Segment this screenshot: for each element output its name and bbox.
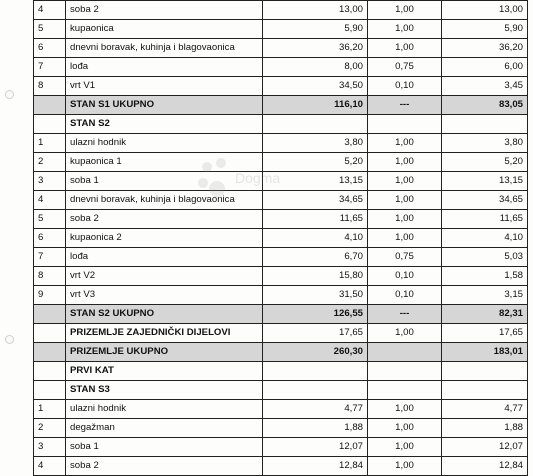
- area-value: 15,80: [263, 267, 368, 286]
- result-value: 5,90: [442, 20, 528, 39]
- area-value: 5,20: [263, 153, 368, 172]
- area-value: 126,55: [263, 305, 368, 324]
- row-number: 3: [34, 438, 66, 457]
- table-row: [34, 248, 528, 267]
- result-value: [442, 362, 528, 381]
- result-value: 36,20: [442, 39, 528, 58]
- section-row: [34, 115, 528, 134]
- row-number: 6: [34, 229, 66, 248]
- area-value: 34,65: [263, 191, 368, 210]
- table-row: [34, 134, 528, 153]
- area-value: 116,10: [263, 96, 368, 115]
- row-number: 7: [34, 58, 66, 77]
- coefficient-value: [368, 381, 442, 400]
- room-name: STAN S2: [66, 115, 263, 134]
- result-value: 4,77: [442, 400, 528, 419]
- table-row: [34, 1, 528, 20]
- area-value: 11,65: [263, 210, 368, 229]
- result-value: 3,15: [442, 286, 528, 305]
- result-value: 1,58: [442, 267, 528, 286]
- area-value: 1,88: [263, 419, 368, 438]
- result-value: 82,31: [442, 305, 528, 324]
- row-number: 5: [34, 210, 66, 229]
- area-value: 34,50: [263, 77, 368, 96]
- room-name: STAN S1 UKUPNO: [66, 96, 263, 115]
- room-name: lođa: [66, 58, 263, 77]
- result-value: 12,84: [442, 457, 528, 476]
- coefficient-value: 1,00: [368, 324, 442, 343]
- coefficient-value: [368, 115, 442, 134]
- room-name: PRIZEMLJE ZAJEDNIČKI DIJELOVI: [66, 324, 263, 343]
- area-value: 260,30: [263, 343, 368, 362]
- area-value: 3,80: [263, 134, 368, 153]
- room-name: degažman: [66, 419, 263, 438]
- area-value: 13,00: [263, 1, 368, 20]
- result-value: 1,88: [442, 419, 528, 438]
- table-row: [34, 58, 528, 77]
- table-row: [34, 77, 528, 96]
- room-name: soba 2: [66, 210, 263, 229]
- coefficient-value: 1,00: [368, 438, 442, 457]
- coefficient-value: 1,00: [368, 134, 442, 153]
- room-name: ulazni hodnik: [66, 400, 263, 419]
- area-value: 36,20: [263, 39, 368, 58]
- coefficient-value: 1,00: [368, 191, 442, 210]
- table-row: [34, 457, 528, 476]
- room-name: STAN S2 UKUPNO: [66, 305, 263, 324]
- row-number: [34, 362, 66, 381]
- result-value: 5,20: [442, 153, 528, 172]
- coefficient-value: 1,00: [368, 457, 442, 476]
- section-row: [34, 324, 528, 343]
- result-value: 34,65: [442, 191, 528, 210]
- room-name: lođa: [66, 248, 263, 267]
- room-name: PRIZEMLJE UKUPNO: [66, 343, 263, 362]
- coefficient-value: 0,10: [368, 77, 442, 96]
- table-row: [34, 419, 528, 438]
- room-name: soba 2: [66, 457, 263, 476]
- row-number: 1: [34, 134, 66, 153]
- coefficient-value: 1,00: [368, 39, 442, 58]
- table-row: [34, 20, 528, 39]
- row-number: 9: [34, 286, 66, 305]
- coefficient-value: 1,00: [368, 210, 442, 229]
- table-row: [34, 438, 528, 457]
- room-name: vrt V3: [66, 286, 263, 305]
- section-row: [34, 362, 528, 381]
- row-number: [34, 96, 66, 115]
- result-value: 4,10: [442, 229, 528, 248]
- area-value: 12,07: [263, 438, 368, 457]
- area-value: 31,50: [263, 286, 368, 305]
- row-number: [34, 305, 66, 324]
- total-row: [34, 343, 528, 362]
- row-number: 4: [34, 1, 66, 20]
- result-value: 183,01: [442, 343, 528, 362]
- coefficient-value: 0,75: [368, 248, 442, 267]
- row-number: 8: [34, 267, 66, 286]
- coefficient-value: ---: [368, 96, 442, 115]
- coefficient-value: 0,75: [368, 58, 442, 77]
- table-row: [34, 267, 528, 286]
- row-number: 4: [34, 191, 66, 210]
- area-value: 17,65: [263, 324, 368, 343]
- row-number: 3: [34, 172, 66, 191]
- row-number: 2: [34, 419, 66, 438]
- room-name: ulazni hodnik: [66, 134, 263, 153]
- punch-hole: [5, 335, 14, 344]
- row-number: 5: [34, 20, 66, 39]
- area-value: 8,00: [263, 58, 368, 77]
- row-number: [34, 324, 66, 343]
- room-name: kupaonica 1: [66, 153, 263, 172]
- row-number: 8: [34, 77, 66, 96]
- room-name: soba 1: [66, 438, 263, 457]
- area-value: 12,84: [263, 457, 368, 476]
- room-name: kupaonica: [66, 20, 263, 39]
- row-number: 1: [34, 400, 66, 419]
- coefficient-value: [368, 343, 442, 362]
- table-row: [34, 39, 528, 58]
- coefficient-value: ---: [368, 305, 442, 324]
- area-value: 13,15: [263, 172, 368, 191]
- row-number: 6: [34, 39, 66, 58]
- table-row: [34, 229, 528, 248]
- table-row: [34, 153, 528, 172]
- coefficient-value: 1,00: [368, 20, 442, 39]
- total-row: [34, 305, 528, 324]
- binder-holes: [0, 0, 12, 400]
- section-row: [34, 381, 528, 400]
- row-number: 7: [34, 248, 66, 267]
- table-row: [34, 172, 528, 191]
- room-name: STAN S3: [66, 381, 263, 400]
- coefficient-value: 1,00: [368, 419, 442, 438]
- coefficient-value: 0,10: [368, 267, 442, 286]
- coefficient-value: 1,00: [368, 229, 442, 248]
- row-number: 4: [34, 457, 66, 476]
- area-calculation-table: [33, 0, 528, 476]
- table-row: [34, 210, 528, 229]
- row-number: [34, 381, 66, 400]
- area-value: 6,70: [263, 248, 368, 267]
- room-name: dnevni boravak, kuhinja i blagovaonica: [66, 191, 263, 210]
- area-value: [263, 362, 368, 381]
- result-value: 83,05: [442, 96, 528, 115]
- area-value: 5,90: [263, 20, 368, 39]
- area-value: [263, 381, 368, 400]
- room-name: vrt V1: [66, 77, 263, 96]
- coefficient-value: [368, 362, 442, 381]
- table-row: [34, 400, 528, 419]
- coefficient-value: 1,00: [368, 172, 442, 191]
- area-value: 4,10: [263, 229, 368, 248]
- result-value: 3,45: [442, 77, 528, 96]
- row-number: 2: [34, 153, 66, 172]
- room-name: vrt V2: [66, 267, 263, 286]
- result-value: 13,15: [442, 172, 528, 191]
- result-value: [442, 115, 528, 134]
- room-name: PRVI KAT: [66, 362, 263, 381]
- area-value: [263, 115, 368, 134]
- result-value: 6,00: [442, 58, 528, 77]
- row-number: [34, 343, 66, 362]
- result-value: 5,03: [442, 248, 528, 267]
- coefficient-value: 0,10: [368, 286, 442, 305]
- area-value: 4,77: [263, 400, 368, 419]
- watermark-text: Dogma: [235, 170, 281, 186]
- result-value: 17,65: [442, 324, 528, 343]
- table-row: [34, 191, 528, 210]
- total-row: [34, 96, 528, 115]
- punch-hole: [5, 90, 14, 99]
- room-name: soba 2: [66, 1, 263, 20]
- row-number: [34, 115, 66, 134]
- table-row: [34, 286, 528, 305]
- result-value: [442, 381, 528, 400]
- result-value: 13,00: [442, 1, 528, 20]
- result-value: 12,07: [442, 438, 528, 457]
- coefficient-value: 1,00: [368, 400, 442, 419]
- room-name: dnevni boravak, kuhinja i blagovaonica: [66, 39, 263, 58]
- coefficient-value: 1,00: [368, 153, 442, 172]
- room-name: kupaonica 2: [66, 229, 263, 248]
- result-value: 3,80: [442, 134, 528, 153]
- coefficient-value: 1,00: [368, 1, 442, 20]
- result-value: 11,65: [442, 210, 528, 229]
- room-name: soba 1: [66, 172, 263, 191]
